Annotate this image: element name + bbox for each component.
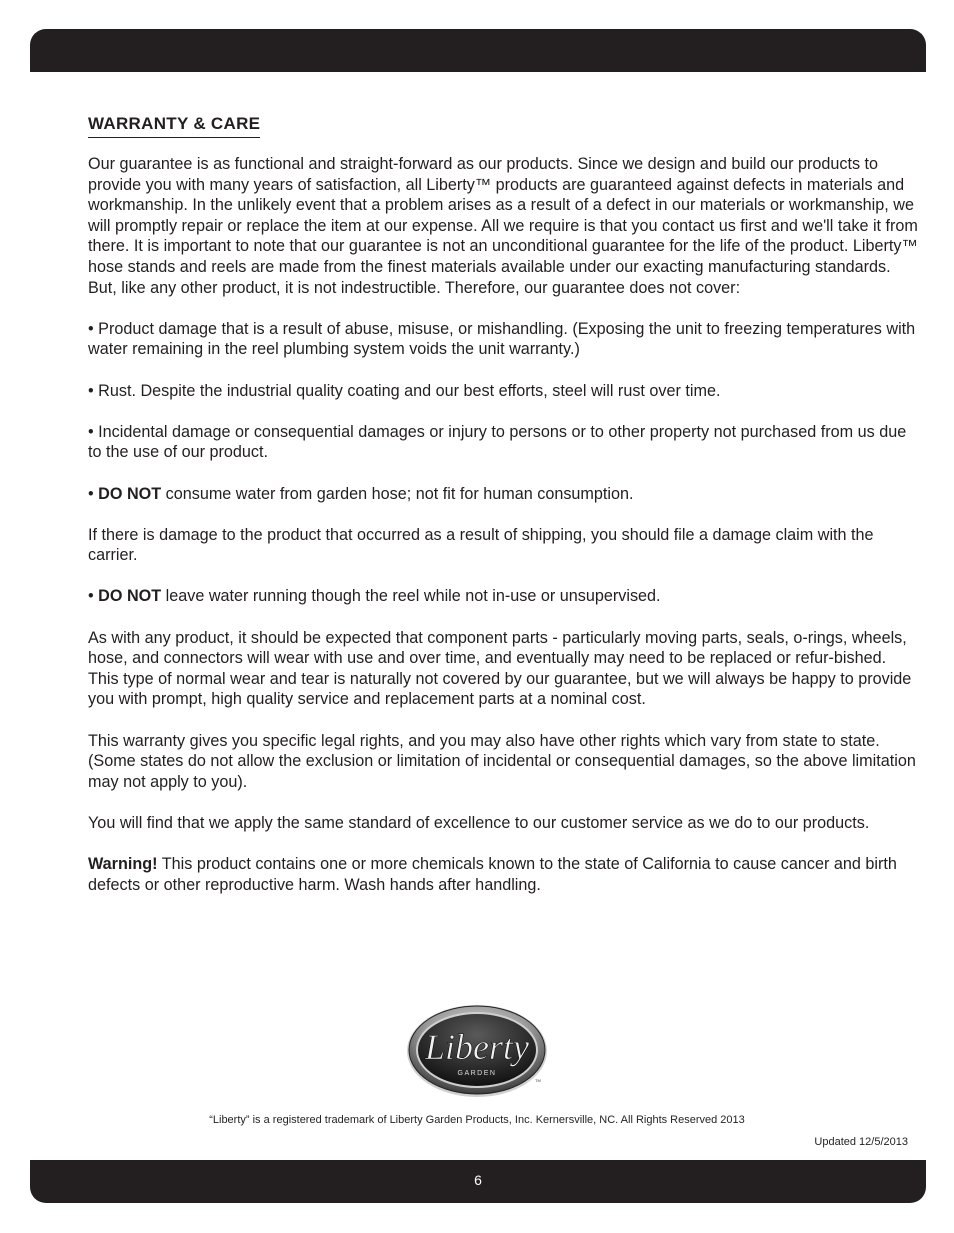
warranty-body <box>88 154 918 895</box>
bullet-no-running <box>88 586 918 607</box>
warning-text: This product contains one or more chemicals known to the state of California to cause cancer and birth defects or other reproductive harm. Wash hands after handling. <box>88 855 897 894</box>
logo-brand-text: Liberty <box>425 1027 529 1067</box>
bullet-incidental: • Incidental damage or consequential damages or injury to persons or to other property not purchased from us due to the use of our product. <box>88 422 907 462</box>
header-bar <box>30 29 926 72</box>
warning-label: Warning! <box>88 855 158 874</box>
do-not-label: DO NOT <box>98 587 162 606</box>
trademark-notice: “Liberty” is a registered trademark of Liberty Garden Products, Inc. Kernersville, NC. All Rights Reserved 2013 <box>209 1114 745 1126</box>
page-number: 6 <box>474 1172 482 1188</box>
do-not-label: DO NOT <box>98 484 162 503</box>
service-paragraph: You will find that we apply the same standard of excellence to our customer service as we do to our products. <box>88 814 870 832</box>
wear-paragraph: As with any product, it should be expected that component parts - particularly moving parts, seals, o-rings, wheels, hose, and connectors will wear with use and over time, and eventually may need to be replaced or refur-bished. This type of normal wear and tear is naturally not covered by our guarantee, but we will always be happy to provide you with prompt, high quality service and replacement parts at a nominal cost. <box>88 628 912 709</box>
section-heading: WARRANTY & CARE <box>88 114 260 138</box>
bullet-marker: • <box>88 484 99 503</box>
updated-date: Updated 12/5/2013 <box>814 1136 908 1148</box>
footer-bar <box>30 1160 926 1203</box>
bullet-abuse: • Product damage that is a result of abuse, misuse, or mishandling. (Exposing the unit to freezing temperatures with water remaining in the reel plumbing system voids the unit warranty.) <box>88 319 916 359</box>
warning-paragraph <box>88 854 918 895</box>
legal-rights-paragraph: This warranty gives you specific legal rights, and you may also have other rights which vary from state to state. (Some states do not allow the exclusion or limitation of incidental or consequential damages, so the above limitation may not apply to you). <box>88 731 916 791</box>
bullet-marker: • <box>88 587 99 606</box>
intro-paragraph: Our guarantee is as functional and straight-forward as our products. Since we design and build our products to provide you with many years of satisfaction, all Liberty™ products are guaranteed against defects in materials and workmanship. In the unlikely event that a problem arises as a result of a defect in our materials or workmanship, we will promptly repair or replace the item at our expense. All we require is that you contact us first and we'll take it from there. It is important to note that our guarantee is not an unconditional guarantee for the life of the product. Liberty™ hose stands and reels are made from the finest materials available under our exacting manufacturing standards. But, like any other product, it is not indestructible. Therefore, our guarantee does not cover: <box>88 155 918 297</box>
bullet-rust: • Rust. Despite the industrial quality coating and our best efforts, steel will rust over time. <box>88 381 721 400</box>
liberty-garden-logo-icon <box>406 1002 548 1098</box>
bullet-no-consume <box>88 484 918 505</box>
warranty-section <box>88 114 918 916</box>
bullet-text: consume water from garden hose; not fit for human consumption. <box>161 484 634 503</box>
shipping-paragraph: If there is damage to the product that occurred as a result of shipping, you should file a damage claim with the carrier. <box>88 525 874 565</box>
logo-sub-text: GARDEN <box>457 1070 497 1077</box>
bullet-text: leave water running though the reel while not in-use or unsupervised. <box>161 587 661 606</box>
logo-tm-text: TM <box>535 1078 541 1083</box>
